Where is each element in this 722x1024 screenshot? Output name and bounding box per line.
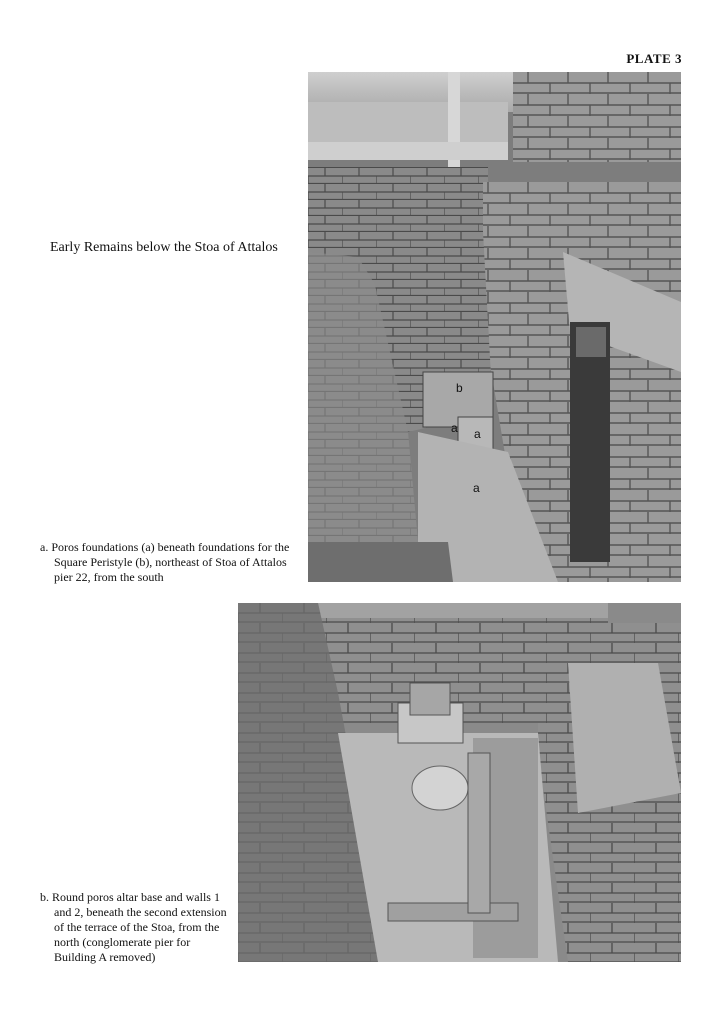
plate-label: PLATE 3 xyxy=(626,51,682,66)
photo-b-altar-base-north-view xyxy=(238,603,681,962)
caption-a-text: a. Poros foundations (a) beneath foundations for the Square Peristyle (b), northeast of Stoa of Attalos pier 22, from the south xyxy=(40,540,290,584)
photo-a-excavation-south-view xyxy=(308,72,681,582)
section-title: Early Remains below the Stoa of Attalos xyxy=(50,240,278,255)
caption-b xyxy=(40,890,232,965)
marker-a-2: a xyxy=(474,427,481,441)
marker-a-3: a xyxy=(473,481,480,495)
marker-a-1: a xyxy=(451,421,458,435)
marker-b: b xyxy=(456,381,463,395)
caption-b-text: b. Round poros altar base and walls 1 and 2, beneath the second extension of the terrace of the Stoa, from the north (conglomerate pier for Building A removed) xyxy=(40,890,227,964)
caption-a xyxy=(40,540,302,585)
